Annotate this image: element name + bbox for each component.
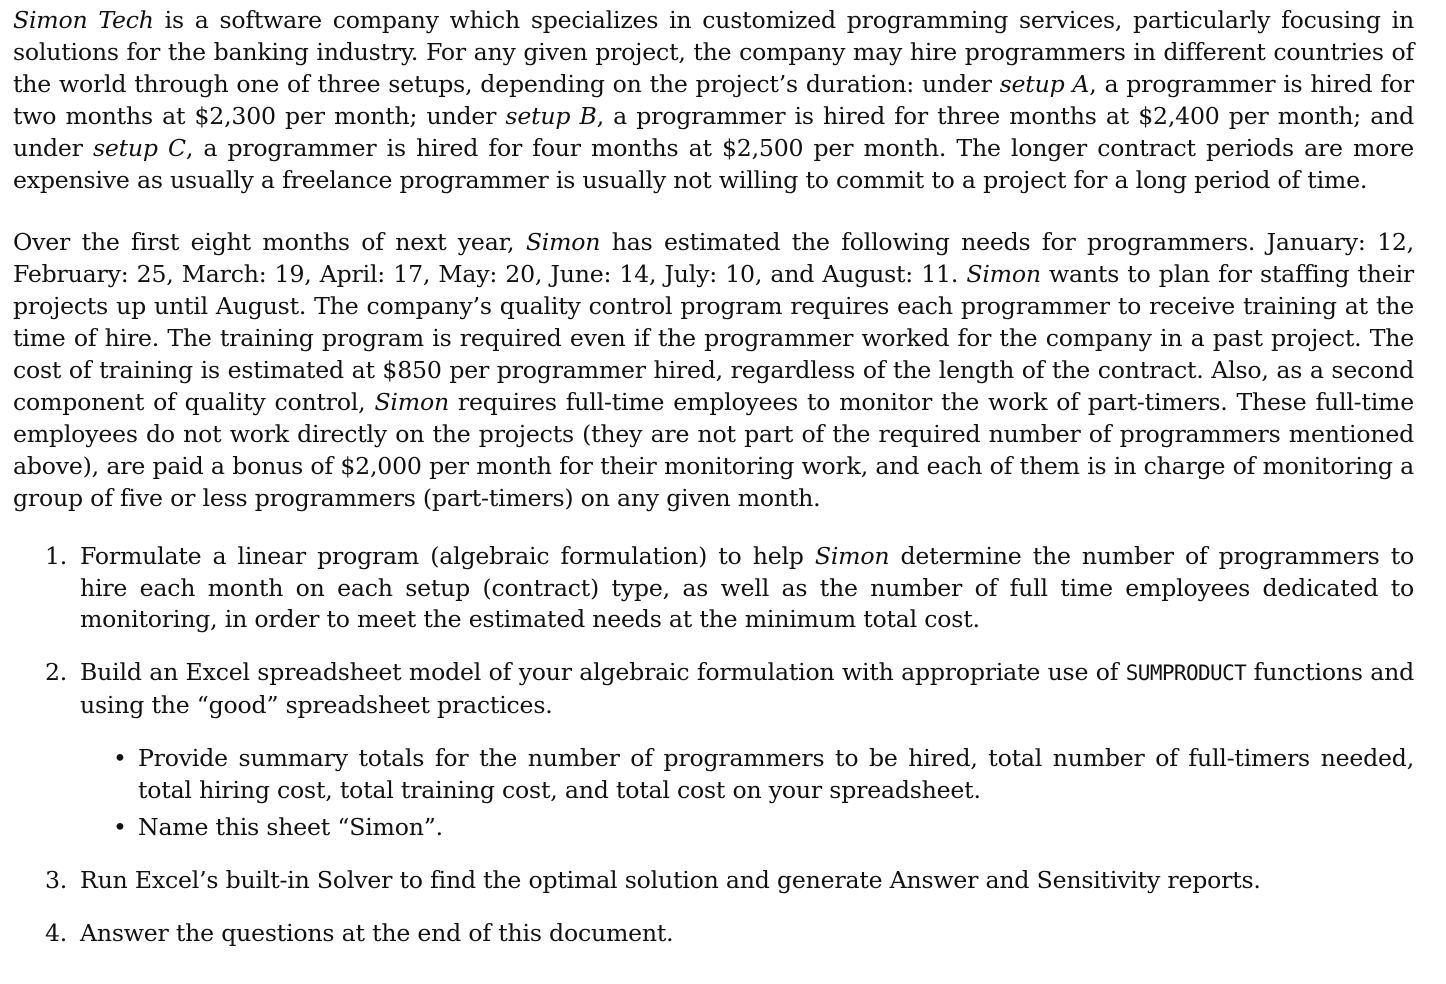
task-4-text: Answer the questions at the end of this document.	[80, 918, 674, 947]
task-2-sublist	[80, 743, 1414, 844]
task-number: 3.	[45, 865, 68, 894]
simon-term: Simon	[966, 260, 1041, 289]
sumproduct-code: SUMPRODUCT	[1125, 661, 1247, 686]
setup-b-term: setup B	[505, 101, 597, 130]
company-name: Simon Tech	[13, 6, 154, 34]
task-item-2	[13, 657, 1414, 844]
needs-text-4: requires full-time employees to monitor the work of part-timers. These full-time employees do not work directly on the projects (they are not part of the required number of programmers mentioned above), are paid a bonus of $2,000 per month for their monitoring work, and each of them is in charge of monitoring a group of five or less programmers (part-timers) on any given month.	[13, 387, 1414, 512]
setup-a-term: setup A	[999, 69, 1090, 98]
setup-c-term: setup C	[92, 133, 186, 162]
needs-text-2: has estimated the following needs for programmers. January: 12, February: 25, March: 19, April: 17, May: 20, June: 14, July: 10, and August: 11.	[13, 228, 1414, 289]
intro-text-4: , a programmer is hired for four months at $2,500 per month. The longer contract periods are more expensive as usually a freelance programmer is usually not willing to commit to a project for a long period of time.	[13, 133, 1414, 194]
task-1-text-2: determine the number of programmers to hire each month on each setup (contract) type, as well as the number of full time employees dedicated to monitoring, in order to meet the estimated needs at the minimum total cost.	[80, 541, 1414, 634]
bullet-icon: •	[113, 812, 127, 841]
intro-text-3: , a programmer is hired for three months at $2,400 per month; and under	[13, 101, 1414, 162]
intro-paragraph	[13, 5, 1414, 196]
sub-item-text: Name this sheet “Simon”.	[138, 812, 443, 841]
task-number: 4.	[45, 918, 68, 947]
needs-text-3: wants to plan for staffing their projects up until August. The company’s quality control program requires each programmer to receive training at the time of hire. The training program is required even if the programmer worked for the company in a past project. The cost of training is estimated at $850 per programmer hired, regardless of the length of the contract. Also, as a second component of quality control,	[13, 260, 1414, 416]
document-page	[13, 5, 1414, 971]
bullet-icon: •	[113, 744, 127, 773]
simon-term: Simon	[814, 541, 890, 570]
sub-item-sheet-name	[80, 812, 1414, 844]
task-number: 2.	[45, 658, 68, 687]
intro-text-2: , a programmer is hired for two months at $2,300 per month; under	[13, 69, 1414, 130]
simon-term: Simon	[525, 228, 601, 257]
task-number: 1.	[45, 541, 68, 570]
task-1-text-1: Formulate a linear program (algebraic formulation) to help	[80, 541, 815, 570]
task-item-1	[13, 541, 1414, 637]
task-2-text-1: Build an Excel spreadsheet model of your algebraic formulation with appropriate use of	[80, 658, 1126, 687]
task-item-4	[13, 918, 1414, 950]
sub-item-text: Provide summary totals for the number of programmers to be hired, total number of full-timers needed, total hiring cost, total training cost, and total cost on your spreadsheet.	[138, 744, 1414, 805]
task-2-text-2: functions and using the “good” spreadsheet practices.	[80, 658, 1414, 720]
needs-paragraph	[13, 227, 1414, 514]
task-list	[13, 541, 1414, 950]
simon-term: Simon	[374, 387, 449, 416]
task-item-3	[13, 865, 1414, 897]
intro-text-1: is a software company which specializes in customized programming services, particularly focusing in solutions for the banking industry. For any given project, the company may hire programmers in different countries of the world through one of three setups, depending on the project’s duration: under	[13, 6, 1415, 98]
sub-item-summary-totals	[80, 743, 1414, 807]
task-3-text: Run Excel’s built-in Solver to find the optimal solution and generate Answer and Sensitivity reports.	[80, 865, 1261, 894]
needs-text-1: Over the first eight months of next year,	[13, 228, 526, 257]
